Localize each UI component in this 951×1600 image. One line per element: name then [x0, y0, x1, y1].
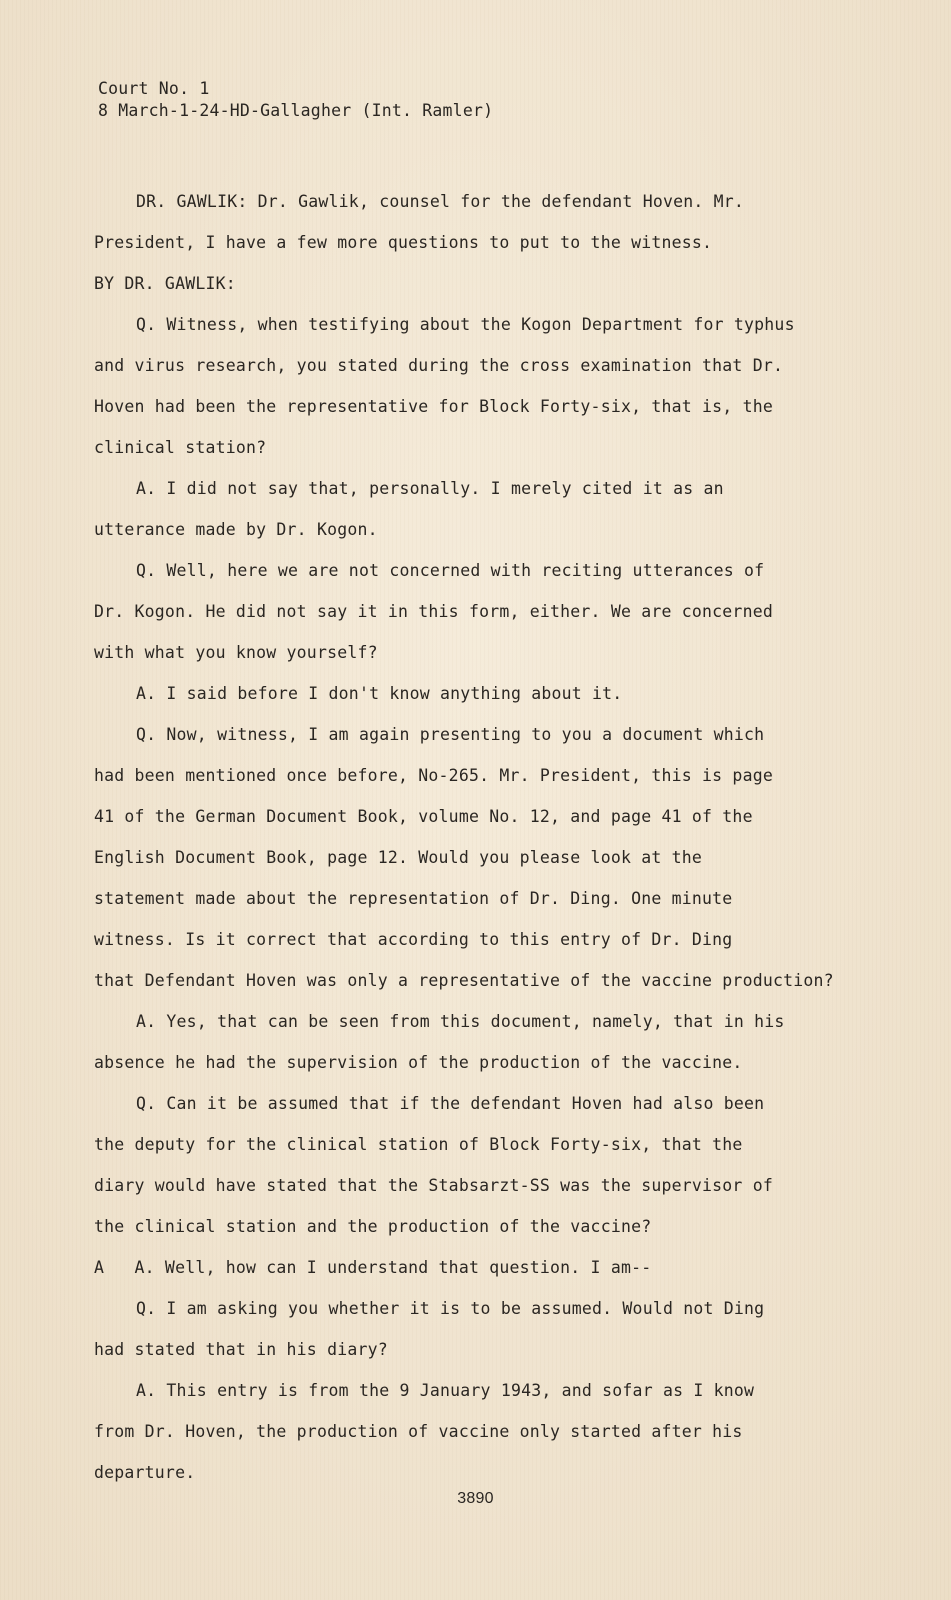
transcript-line: statement made about the representation of Dr. Ding. One minute: [94, 889, 733, 908]
transcript-line: A. Yes, that can be seen from this document, namely, that in his: [136, 1012, 785, 1031]
transcript-line: Q. Can it be assumed that if the defendant Hoven had also been: [136, 1094, 765, 1113]
transcript-line: Q. Well, here we are not concerned with reciting utterances of: [136, 561, 765, 580]
transcript-line: that Defendant Hoven was only a representative of the vaccine production?: [94, 971, 834, 990]
transcript-line: and virus research, you stated during the cross examination that Dr.: [94, 356, 784, 375]
transcript-line: diary would have stated that the Stabsarzt-SS was the supervisor of: [94, 1176, 773, 1195]
page-number: 3890: [457, 1490, 494, 1507]
transcript-line: A A. Well, how can I understand that question. I am--: [94, 1258, 652, 1277]
transcript-line: had been mentioned once before, No-265. Mr. President, this is page: [94, 766, 773, 785]
transcript-line: witness. Is it correct that according to this entry of Dr. Ding: [94, 930, 733, 949]
transcript-line: A. This entry is from the 9 January 1943, and sofar as I know: [136, 1381, 755, 1400]
transcript-line: President, I have a few more questions to put to the witness.: [94, 233, 713, 252]
transcript-line: A. I said before I don't know anything about it.: [136, 684, 623, 703]
transcript-line: with what you know yourself?: [94, 643, 378, 662]
transcript-line: DR. GAWLIK: Dr. Gawlik, counsel for the defendant Hoven. Mr.: [136, 192, 745, 211]
court-number: Court No. 1: [98, 79, 210, 98]
transcript-line: from Dr. Hoven, the production of vaccine only started after his: [94, 1422, 743, 1441]
session-reference: 8 March-1-24-HD-Gallagher (Int. Ramler): [98, 101, 494, 120]
transcript-line: Q. Now, witness, I am again presenting to you a document which: [136, 725, 765, 744]
transcript-line: Hoven had been the representative for Block Forty-six, that is, the: [94, 397, 773, 416]
transcript-line: departure.: [94, 1463, 196, 1482]
transcript-line: clinical station?: [94, 438, 267, 457]
transcript-line: the deputy for the clinical station of Block Forty-six, that the: [94, 1135, 743, 1154]
transcript-line: Q. I am asking you whether it is to be assumed. Would not Ding: [136, 1299, 765, 1318]
transcript-line: A. I did not say that, personally. I merely cited it as an: [136, 479, 724, 498]
transcript-line: absence he had the supervision of the production of the vaccine.: [94, 1053, 743, 1072]
transcript-line: the clinical station and the production of the vaccine?: [94, 1217, 652, 1236]
transcript-body: [94, 181, 914, 1493]
transcript-line: Dr. Kogon. He did not say it in this form, either. We are concerned: [94, 602, 773, 621]
transcript-line: utterance made by Dr. Kogon.: [94, 520, 378, 539]
transcript-line: had stated that in his diary?: [94, 1340, 388, 1359]
transcript-line: 41 of the German Document Book, volume No. 12, and page 41 of the: [94, 807, 753, 826]
transcript-line: BY DR. GAWLIK:: [94, 274, 236, 293]
transcript-line: Q. Witness, when testifying about the Kogon Department for typhus: [136, 315, 795, 334]
page-header: [98, 78, 493, 122]
transcript-line: English Document Book, page 12. Would you please look at the: [94, 848, 703, 867]
